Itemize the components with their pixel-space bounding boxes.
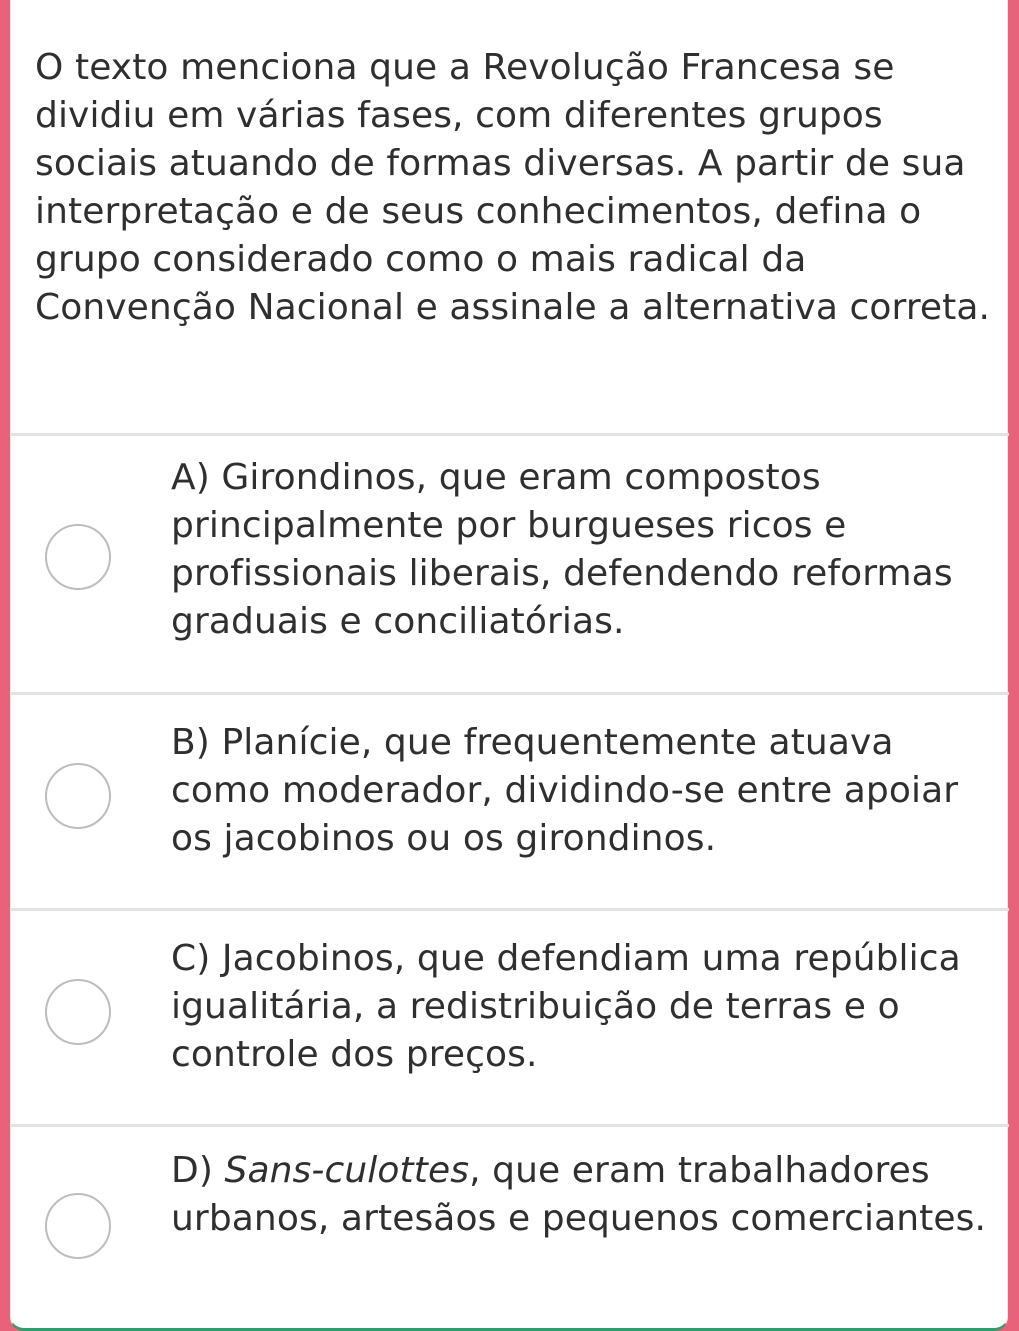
question-text bbox=[35, 44, 995, 332]
option-c-radio[interactable] bbox=[45, 979, 111, 1045]
option-c-text[interactable] bbox=[171, 935, 1001, 1079]
option-b-text[interactable] bbox=[171, 719, 1001, 863]
option-c-body: , que defendiam uma república igualitária, a redistribuição de terras e o controle dos preços. bbox=[171, 938, 961, 1075]
option-b[interactable] bbox=[11, 695, 1009, 908]
option-d[interactable] bbox=[11, 1127, 1009, 1327]
option-a-text[interactable] bbox=[171, 454, 1001, 646]
question-card bbox=[10, 0, 1008, 1331]
option-d-italic: Sans-culottes bbox=[224, 1150, 470, 1191]
option-c[interactable] bbox=[11, 911, 1009, 1124]
option-a[interactable] bbox=[11, 436, 1009, 692]
option-a-prefix: A) Girondinos bbox=[171, 457, 416, 498]
option-c-prefix: C) Jacobinos bbox=[171, 938, 394, 979]
option-d-prefix: D) bbox=[171, 1150, 225, 1191]
option-b-body: , que frequentemente atuava como moderador, dividindo-se entre apoiar os jacobinos ou os girondinos. bbox=[171, 722, 959, 859]
option-d-text[interactable] bbox=[171, 1147, 1001, 1243]
question-body: O texto menciona que a Revolução Francesa se dividiu em várias fases, com diferentes grupos sociais atuando de formas diversas. A partir de sua interpretação e de seus conhecimentos, defina o grupo considerado como o mais radical da Convenção Nacional e assinale a alternativa correta. bbox=[35, 47, 991, 328]
option-a-body: , que eram compostos principalmente por burgueses ricos e profissionais liberais, defendendo reformas graduais e conciliatórias. bbox=[171, 457, 953, 642]
option-b-radio[interactable] bbox=[45, 763, 111, 829]
option-d-radio[interactable] bbox=[45, 1193, 111, 1259]
option-b-prefix: B) Planície bbox=[171, 722, 361, 763]
option-a-radio[interactable] bbox=[45, 524, 111, 590]
option-d-body: , que eram trabalhadores urbanos, artesãos e pequenos comerciantes. bbox=[171, 1150, 987, 1239]
